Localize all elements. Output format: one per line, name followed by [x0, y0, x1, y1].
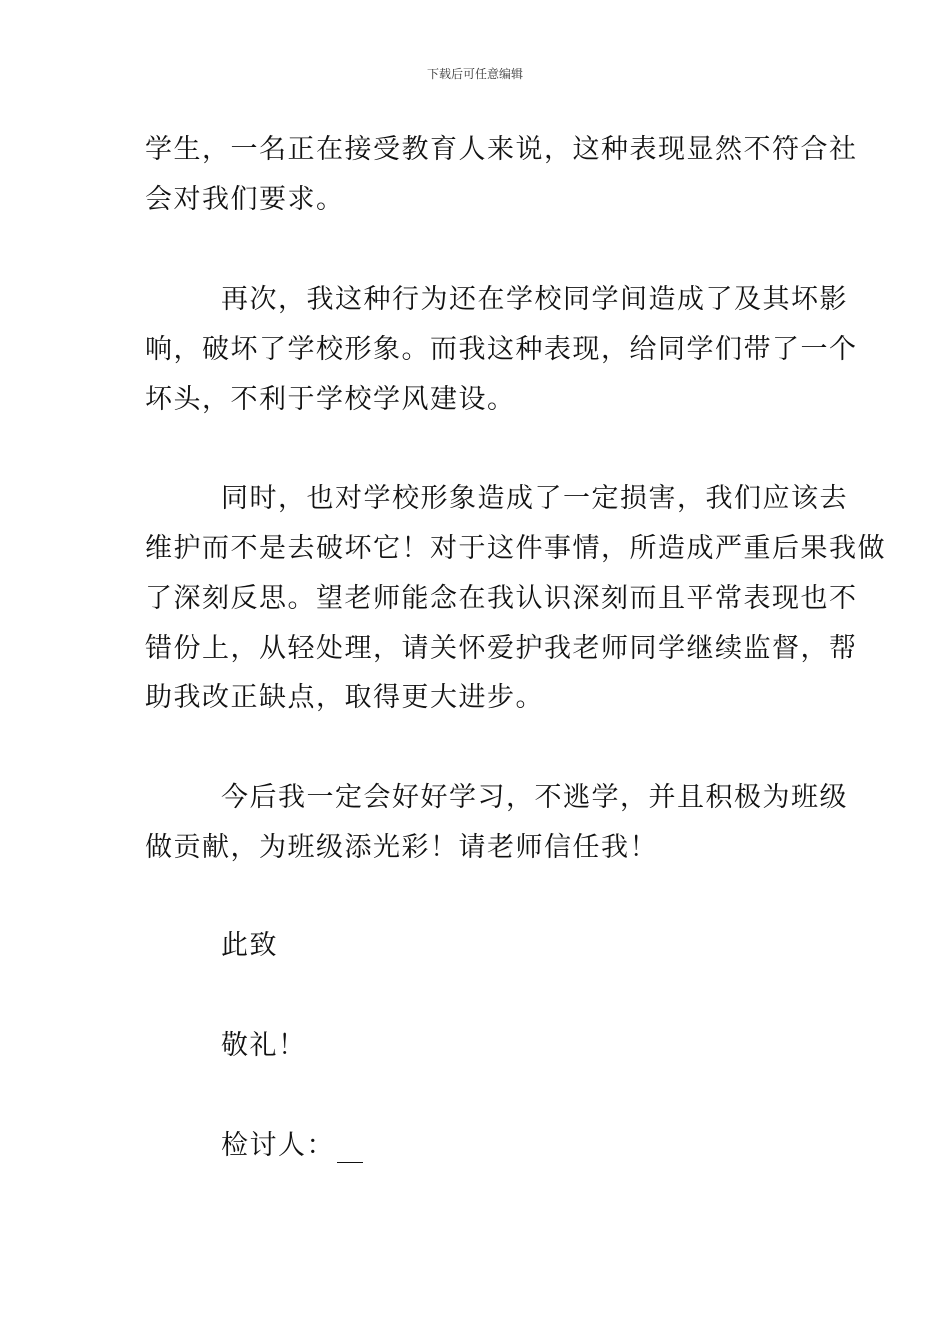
closing-text: 此致	[221, 930, 278, 961]
text-line: 学生，一名正在接受教育人来说，这种表现显然不符合社	[145, 134, 858, 165]
text-line: 同时，也对学校形象造成了一定损害，我们应该去	[221, 483, 848, 514]
text-line: 了深刻反思。望老师能念在我认识深刻而且平常表现也不	[145, 583, 858, 614]
signature-label: 检讨人：	[221, 1130, 335, 1161]
text-line: 会对我们要求。	[145, 184, 345, 215]
page-header-note: 下载后可任意编辑	[426, 67, 523, 81]
text-line: 响，破坏了学校形象。而我这种表现，给同学们带了一个	[145, 334, 858, 365]
text-line: 做贡献，为班级添光彩！请老师信任我！	[145, 832, 658, 863]
text-line: 错份上，从轻处理，请关怀爱护我老师同学继续监督，帮	[145, 633, 858, 664]
text-line: 助我改正缺点，取得更大进步。	[145, 682, 544, 713]
text-line: 坏头，不利于学校学风建设。	[145, 384, 516, 415]
text-line: 维护而不是去破坏它！对于这件事情，所造成严重后果我做	[145, 533, 886, 564]
signature-blank	[337, 1136, 363, 1163]
signature-line	[221, 1129, 363, 1163]
text-line: 今后我一定会好好学习，不逃学，并且积极为班级	[221, 782, 848, 813]
text-line: 再次，我这种行为还在学校同学间造成了及其坏影	[221, 284, 848, 315]
salute-text: 敬礼！	[221, 1030, 307, 1061]
